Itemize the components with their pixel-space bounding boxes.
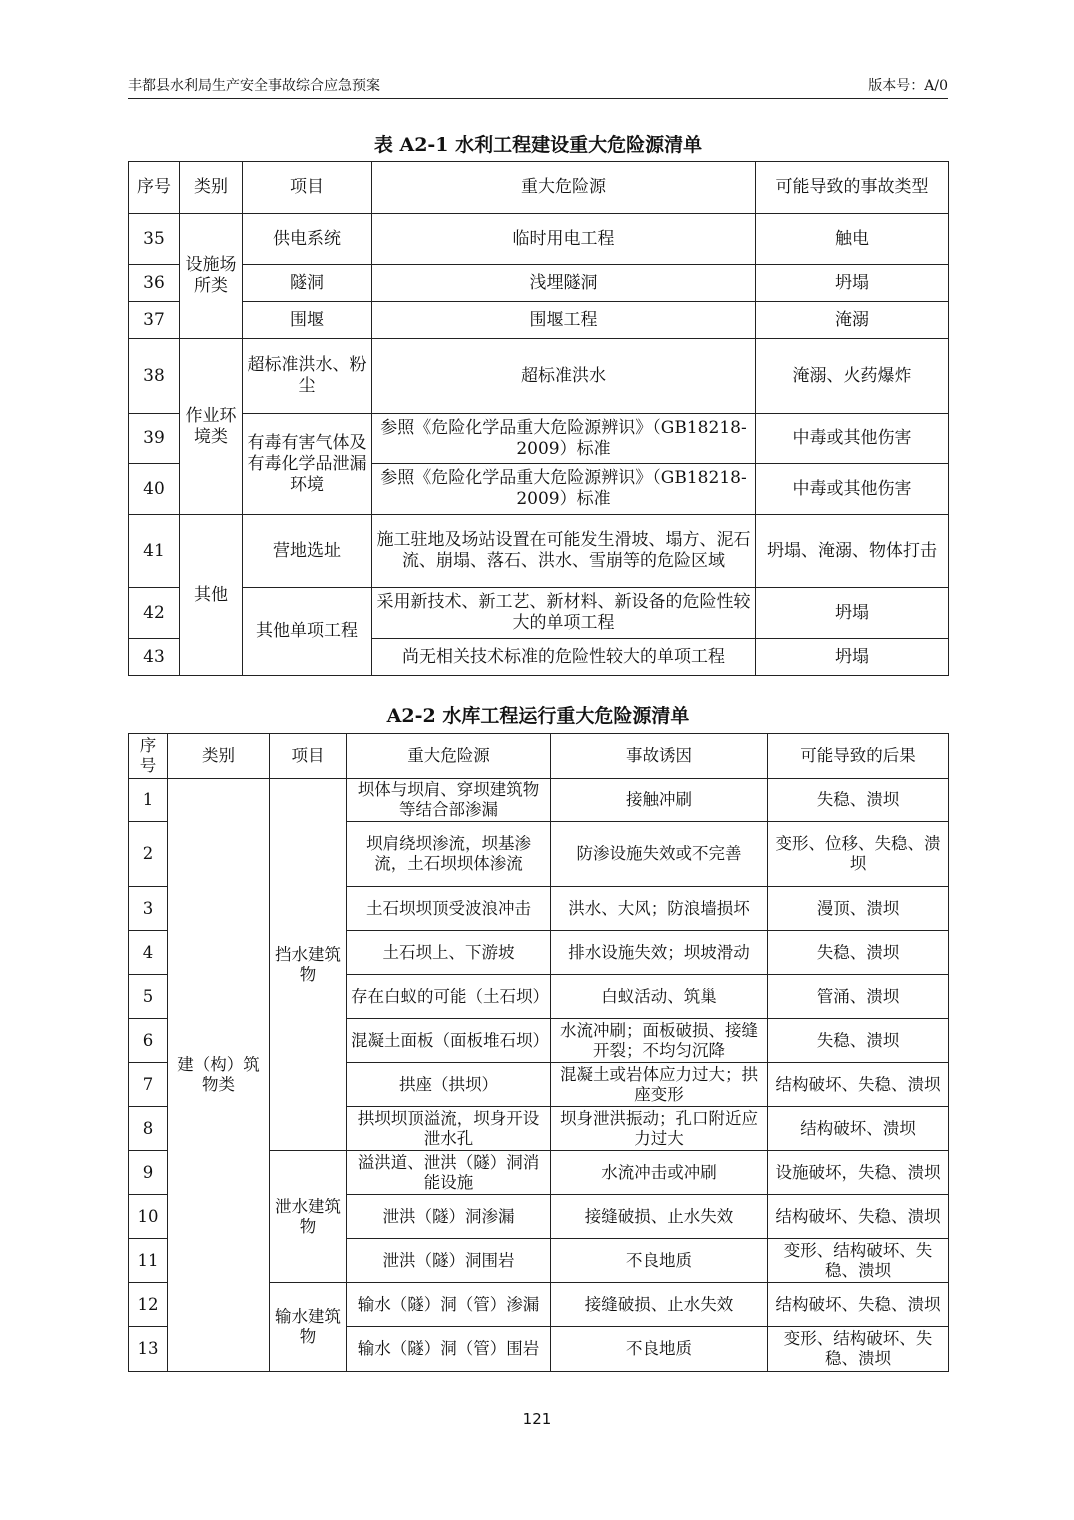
cause-cell: 坝身泄洪振动；孔口附近应力过大 <box>551 1107 768 1151</box>
accident-cell: 中毒或其他伤害 <box>756 464 949 515</box>
header-cell: 重大危险源 <box>372 162 756 214</box>
hazard-cell: 超标准洪水 <box>372 339 756 414</box>
category-cell: 建（构）筑物类 <box>168 779 270 1372</box>
row-number: 1 <box>129 779 168 822</box>
row-number: 43 <box>129 639 180 676</box>
result-cell: 失稳、溃坝 <box>768 1019 949 1063</box>
row-number: 6 <box>129 1019 168 1063</box>
item-cell: 挡水建筑物 <box>270 779 347 1151</box>
accident-cell: 淹溺、火药爆炸 <box>756 339 949 414</box>
table-row <box>129 265 949 302</box>
item-cell: 围堰 <box>243 302 372 339</box>
page-header <box>128 74 948 99</box>
row-number: 8 <box>129 1107 168 1151</box>
header-cell: 类别 <box>180 162 243 214</box>
hazard-cell: 混凝土面板（面板堆石坝） <box>347 1019 551 1063</box>
header-cell: 项目 <box>270 734 347 779</box>
header-cell: 类别 <box>168 734 270 779</box>
item-cell: 营地选址 <box>243 515 372 588</box>
row-number: 12 <box>129 1283 168 1327</box>
table-row <box>129 214 949 265</box>
row-number: 13 <box>129 1327 168 1372</box>
table-a2-2 <box>128 733 949 1372</box>
version-number: 版本号：A/0 <box>868 78 948 94</box>
result-cell: 结构破坏、失稳、溃坝 <box>768 1063 949 1107</box>
item-cell: 其他单项工程 <box>243 588 372 676</box>
cause-cell: 防渗设施失效或不完善 <box>551 822 768 887</box>
cause-cell: 排水设施失效；坝坡滑动 <box>551 931 768 975</box>
item-cell: 超标准洪水、粉尘 <box>243 339 372 414</box>
row-number: 3 <box>129 887 168 931</box>
cause-cell: 接缝破损、止水失效 <box>551 1195 768 1239</box>
hazard-cell: 存在白蚁的可能（土石坝） <box>347 975 551 1019</box>
hazard-cell: 拱座（拱坝） <box>347 1063 551 1107</box>
row-number: 10 <box>129 1195 168 1239</box>
hazard-cell: 参照《危险化学品重大危险源辨识》（GB18218-2009）标准 <box>372 414 756 464</box>
hazard-cell: 拱坝坝顶溢流，坝身开设泄水孔 <box>347 1107 551 1151</box>
result-cell: 变形、结构破坏、失稳、溃坝 <box>768 1239 949 1283</box>
table1-caption: 表 A2-1 水利工程建设重大危险源清单 <box>373 134 703 156</box>
item-cell: 泄水建筑物 <box>270 1151 347 1283</box>
item-cell: 有毒有害气体及有毒化学品泄漏环境 <box>243 414 372 515</box>
document-title: 丰都县水利局生产安全事故综合应急预案 <box>128 78 380 94</box>
header-cell: 项目 <box>243 162 372 214</box>
hazard-cell: 坝体与坝肩、穿坝建筑物等结合部渗漏 <box>347 779 551 822</box>
result-cell: 变形、结构破坏、失稳、溃坝 <box>768 1327 949 1372</box>
result-cell: 漫顶、溃坝 <box>768 887 949 931</box>
hazard-cell: 坝肩绕坝渗流，坝基渗流，土石坝坝体渗流 <box>347 822 551 887</box>
table-row <box>129 414 949 464</box>
cause-cell: 水流冲击或冲刷 <box>551 1151 768 1195</box>
hazard-cell: 围堰工程 <box>372 302 756 339</box>
table-row <box>129 515 949 588</box>
header-cell: 事故诱因 <box>551 734 768 779</box>
result-cell: 结构破坏、失稳、溃坝 <box>768 1283 949 1327</box>
row-number: 7 <box>129 1063 168 1107</box>
header-cell: 重大危险源 <box>347 734 551 779</box>
category-cell: 作业环境类 <box>180 339 243 515</box>
hazard-cell: 输水（隧）洞（管）渗漏 <box>347 1283 551 1327</box>
page-number: 121 <box>522 1410 552 1428</box>
item-cell: 输水建筑物 <box>270 1283 347 1372</box>
row-number: 9 <box>129 1151 168 1195</box>
row-number: 4 <box>129 931 168 975</box>
header-cell: 序号 <box>129 734 168 779</box>
result-cell: 结构破坏、失稳、溃坝 <box>768 1195 949 1239</box>
category-cell: 设施场所类 <box>180 214 243 339</box>
table-a2-1 <box>128 161 949 676</box>
hazard-cell: 输水（隧）洞（管）围岩 <box>347 1327 551 1372</box>
item-cell: 供电系统 <box>243 214 372 265</box>
accident-cell: 中毒或其他伤害 <box>756 414 949 464</box>
accident-cell: 淹溺 <box>756 302 949 339</box>
hazard-cell: 临时用电工程 <box>372 214 756 265</box>
accident-cell: 触电 <box>756 214 949 265</box>
hazard-cell: 土石坝坝顶受波浪冲击 <box>347 887 551 931</box>
result-cell: 管涌、溃坝 <box>768 975 949 1019</box>
hazard-cell: 土石坝上、下游坡 <box>347 931 551 975</box>
table-row <box>129 339 949 414</box>
row-number: 2 <box>129 822 168 887</box>
table-row <box>129 302 949 339</box>
accident-cell: 坍塌 <box>756 265 949 302</box>
cause-cell: 水流冲刷；面板破损、接缝开裂；不均匀沉降 <box>551 1019 768 1063</box>
accident-cell: 坍塌 <box>756 639 949 676</box>
row-number: 37 <box>129 302 180 339</box>
result-cell: 结构破坏、溃坝 <box>768 1107 949 1151</box>
header-cell: 可能导致的后果 <box>768 734 949 779</box>
category-cell: 其他 <box>180 515 243 676</box>
hazard-cell: 浅埋隧洞 <box>372 265 756 302</box>
cause-cell: 混凝土或岩体应力过大；拱座变形 <box>551 1063 768 1107</box>
row-number: 38 <box>129 339 180 414</box>
hazard-cell: 溢洪道、泄洪（隧）洞消能设施 <box>347 1151 551 1195</box>
header-cell: 序号 <box>129 162 180 214</box>
cause-cell: 洪水、大风；防浪墙损坏 <box>551 887 768 931</box>
row-number: 42 <box>129 588 180 639</box>
accident-cell: 坍塌 <box>756 588 949 639</box>
row-number: 35 <box>129 214 180 265</box>
accident-cell: 坍塌、淹溺、物体打击 <box>756 515 949 588</box>
row-number: 36 <box>129 265 180 302</box>
header-cell: 可能导致的事故类型 <box>756 162 949 214</box>
item-cell: 隧洞 <box>243 265 372 302</box>
row-number: 39 <box>129 414 180 464</box>
table-row <box>129 779 949 822</box>
table-header-row <box>129 734 949 779</box>
row-number: 11 <box>129 1239 168 1283</box>
row-number: 41 <box>129 515 180 588</box>
cause-cell: 不良地质 <box>551 1327 768 1372</box>
table-row <box>129 588 949 639</box>
table-header-row <box>129 162 949 214</box>
cause-cell: 不良地质 <box>551 1239 768 1283</box>
hazard-cell: 尚无相关技术标准的危险性较大的单项工程 <box>372 639 756 676</box>
result-cell: 设施破坏，失稳、溃坝 <box>768 1151 949 1195</box>
cause-cell: 接缝破损、止水失效 <box>551 1283 768 1327</box>
result-cell: 失稳、溃坝 <box>768 931 949 975</box>
hazard-cell: 采用新技术、新工艺、新材料、新设备的危险性较大的单项工程 <box>372 588 756 639</box>
hazard-cell: 泄洪（隧）洞围岩 <box>347 1239 551 1283</box>
table2-caption: A2-2 水库工程运行重大危险源清单 <box>386 705 690 727</box>
hazard-cell: 施工驻地及场站设置在可能发生滑坡、塌方、泥石流、崩塌、落石、洪水、雪崩等的危险区域 <box>372 515 756 588</box>
row-number: 40 <box>129 464 180 515</box>
hazard-cell: 参照《危险化学品重大危险源辨识》（GB18218-2009）标准 <box>372 464 756 515</box>
row-number: 5 <box>129 975 168 1019</box>
cause-cell: 接触冲刷 <box>551 779 768 822</box>
hazard-cell: 泄洪（隧）洞渗漏 <box>347 1195 551 1239</box>
cause-cell: 白蚁活动、筑巢 <box>551 975 768 1019</box>
result-cell: 失稳、溃坝 <box>768 779 949 822</box>
result-cell: 变形、位移、失稳、溃坝 <box>768 822 949 887</box>
